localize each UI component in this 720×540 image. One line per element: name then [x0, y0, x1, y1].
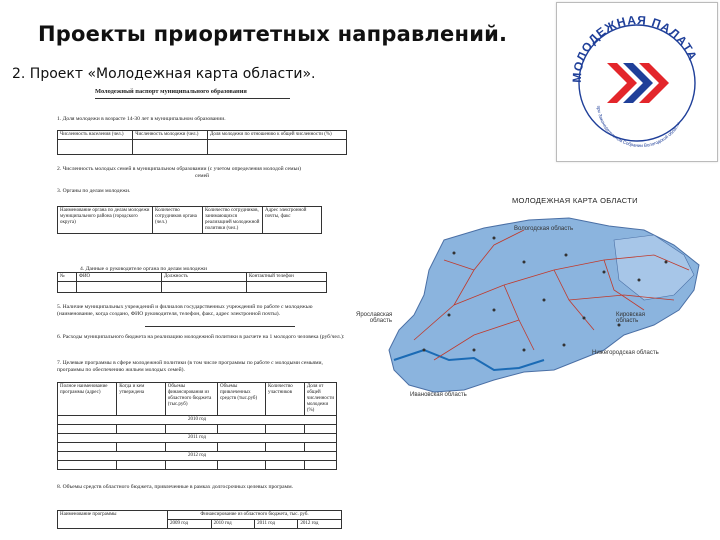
- item-4: 4. Данные о руководителе органа по делам молодежи: [80, 266, 207, 272]
- table-cell: Объемы финансирования из областного бюджета (тыс.руб): [165, 383, 217, 416]
- table-cell: Должность: [162, 273, 247, 282]
- item-6: 6. Расходы муниципального бюджета на реализацию молодежной политики в расчете на 1 молодого человека (руб/чел.):: [57, 334, 345, 340]
- logo-emblem-icon: [557, 3, 717, 161]
- table-cell: Адрес электронной почты, факс: [263, 207, 322, 234]
- table-population: [57, 130, 347, 155]
- table-cell: 2010 год: [58, 416, 337, 425]
- table-cell: Финансирование из областного бюджета, тыс. руб.: [168, 511, 342, 520]
- table-cell: 2009 год: [168, 520, 212, 529]
- table-youth-bodies: [57, 206, 322, 234]
- youth-chamber-logo: [556, 2, 718, 162]
- table-programs: [57, 382, 337, 470]
- table-cell: Когда и кем утверждена: [117, 383, 166, 416]
- table-cell: Объемы привлеченных средств (тыс.руб): [217, 383, 265, 416]
- map-title: МОЛОДЕЖНАЯ КАРТА ОБЛАСТИ: [512, 196, 638, 205]
- region-map-image: [354, 200, 720, 420]
- table-cell: ФИО: [77, 273, 162, 282]
- table-cell: 2011 год: [255, 520, 298, 529]
- document-heading: Молодежный паспорт муниципального образования: [95, 88, 247, 95]
- item-7: 7. Целевые программы в сфере молодежной политики (в том числе программы по работе с молодыми семьями, программы по обеспечению жильем молодых семей).: [57, 360, 323, 373]
- logo-small-text: при Законодательном Собрании Вологодской области: [596, 105, 681, 149]
- item-3: 3. Органы по делам молодежи.: [57, 188, 131, 194]
- table-cell: Полное наименование программы (адрес): [58, 383, 117, 416]
- table-cell: 2011 год: [58, 434, 337, 443]
- slide-title: Проекты приоритетных направлений.: [38, 22, 508, 46]
- table-cell: Контактный телефон: [247, 273, 327, 282]
- table-cell: Численность населения (чел.): [58, 131, 133, 140]
- table-cell: 2012 год: [298, 520, 342, 529]
- item-5: 5. Наличие муниципальных учреждений и филиалов государственных учреждений по работе с молодежью (наименование, когда создано, ФИО руководителя, телефон, факс, адрес электронной почты).: [57, 304, 313, 317]
- label-kirov: Кировская область: [616, 312, 645, 324]
- item-8: 8. Объемы средств областного бюджета, привлеченные в рамках долгосрочных целевых программ.: [57, 484, 294, 490]
- logo-arc-text: МОЛОДЕЖНАЯ ПАЛАТА: [569, 12, 701, 84]
- table-cell: Наименование органа по делам молодежи муниципального района (городского округа): [58, 207, 153, 234]
- table-cell: 2012 год: [58, 452, 337, 461]
- table-cell: Количество участников: [265, 383, 304, 416]
- item-2-unit: семей: [195, 173, 210, 179]
- table-cell: Наименование программы: [58, 511, 168, 529]
- label-ivanovo: Ивановская область: [410, 392, 467, 398]
- region-map: [354, 200, 720, 420]
- slide-subtitle: 2. Проект «Молодежная карта области».: [12, 66, 316, 82]
- item-1: 1. Доля молодежи в возрасте 14-30 лет в муниципальном образовании.: [57, 116, 226, 122]
- youth-passport-document: [45, 86, 357, 538]
- table-cell: Численность молодежи (чел.): [133, 131, 208, 140]
- table-cell: Количество сотрудников, занимающихся реализацией молодежной политики (чел.): [203, 207, 263, 234]
- label-yaroslavl: Ярославская область: [356, 312, 393, 324]
- label-vologda: Вологодская область: [514, 226, 574, 232]
- table-cell: №: [58, 273, 77, 282]
- table-funding: [57, 510, 342, 529]
- table-cell: Доля от общей численности молодежи (%): [304, 383, 336, 416]
- table-head-contacts: [57, 272, 327, 293]
- table-cell: Доля молодежи по отношению к общей численности (%): [207, 131, 346, 140]
- label-nizhny: Нижегородская область: [592, 350, 659, 356]
- item-2: 2. Численность молодых семей в муниципальном образовании (с учетом определения молодой семьи): [57, 166, 301, 172]
- table-cell: 2010 год: [211, 520, 255, 529]
- table-cell: Количество сотрудников органа (чел.): [153, 207, 203, 234]
